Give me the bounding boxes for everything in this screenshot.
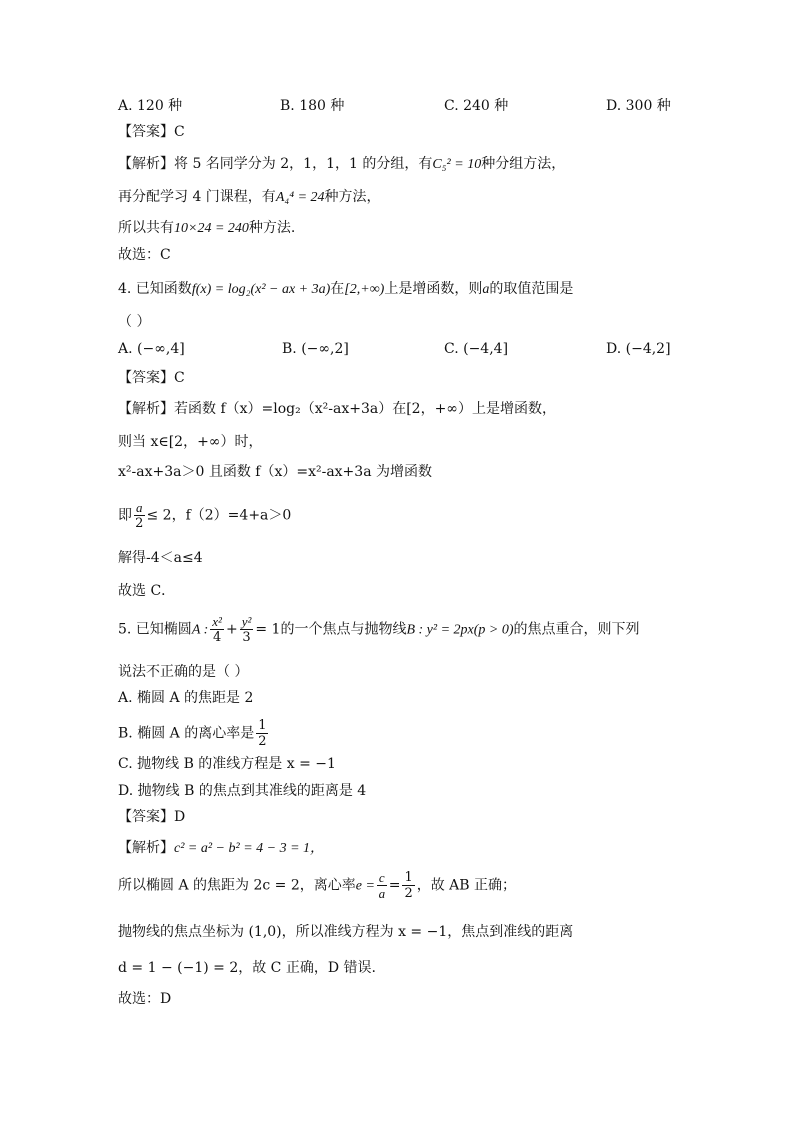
q3-option-a: A. 120 种	[118, 98, 183, 114]
q5-stem-line-2: 说法不正确的是（ ）	[118, 664, 249, 680]
q4-stem: 4. 已知函数f(x) = log₂(x² − ax + 3a)在[2,+∞)上是增函数，则a的取值范围是	[118, 281, 574, 297]
q5-analysis-line-3: 抛物线的焦点坐标为 (1,0)，所以准线方程为 x = −1，焦点到准线的距离	[118, 924, 574, 940]
q4-analysis-line-2: 则当 x∈[2，+∞）时，	[118, 434, 263, 450]
q3-answer: 【答案】C	[118, 124, 185, 140]
q5-stem: 5. 已知椭圆A : $\frac{\text{x²}}{4}$ + $\frac{\text{y²}}{3}$ = 1的一个焦点与抛物线B : y² = 2px(p > 0)的焦点重合，则下列	[118, 614, 640, 645]
q5-answer: 【答案】D	[118, 809, 186, 825]
q5-option-c: C. 抛物线 B 的准线方程是 x = −1	[118, 756, 336, 772]
q5-conclusion: 故选：D	[118, 991, 172, 1007]
q4-option-a: A. (−∞,4]	[118, 341, 185, 357]
q4-answer-paren: （ ）	[118, 314, 151, 330]
q5-analysis-line-1: 【解析】c² = a² − b² = 4 − 3 = 1，	[118, 840, 325, 856]
q5-option-b: B. 椭圆 A 的离心率是 $\frac{1}{2}$	[118, 718, 267, 749]
q4-answer: 【答案】C	[118, 370, 185, 386]
q3-analysis-line-2: 再分配学习 4 门课程，有A₄⁴ = 24种方法，	[118, 189, 381, 205]
q3-analysis-line-3: 所以共有10×24 = 240种方法.	[118, 220, 296, 236]
q3-option-d: D. 300 种	[606, 98, 671, 114]
q5-option-a: A. 椭圆 A 的焦距是 2	[118, 690, 254, 706]
q4-option-c: C. (−4,4]	[444, 341, 509, 357]
q3-analysis-line-1: 【解析】将 5 名同学分为 2，1，1，1 的分组，有C₅² = 10种分组方法，	[118, 156, 566, 172]
q4-analysis-line-1: 【解析】若函数 f（x）=log₂（x²-ax+3a）在[2，+∞）上是增函数，	[118, 401, 556, 417]
q3-option-b: B. 180 种	[280, 98, 345, 114]
q4-analysis-line-5: 解得-4＜a≤4	[118, 550, 203, 566]
q4-conclusion: 故选 C．	[118, 583, 176, 599]
q4-option-b: B. (−∞,2]	[282, 341, 349, 357]
q3-conclusion: 故选：C	[118, 247, 171, 263]
q4-analysis-line-3: x²-ax+3a＞0 且函数 f（x）=x²-ax+3a 为增函数	[118, 464, 432, 480]
q4-analysis-line-4: 即 $\frac{a}{2}$ ≤ 2，f（2）=4+a＞0	[118, 500, 292, 531]
q5-option-d: D. 抛物线 B 的焦点到其准线的距离是 4	[118, 783, 367, 799]
q5-analysis-line-2: 所以椭圆 A 的焦距为 2c = 2，离心率e = $\frac{c}{a}$ = $\frac{1}{2}$ ，故 AB 正确；	[118, 870, 517, 901]
q3-option-c: C. 240 种	[444, 98, 509, 114]
q5-analysis-line-4: d = 1 − (−1) = 2，故 C 正确，D 错误.	[118, 960, 376, 976]
q4-option-d: D. (−4,2]	[606, 341, 671, 357]
